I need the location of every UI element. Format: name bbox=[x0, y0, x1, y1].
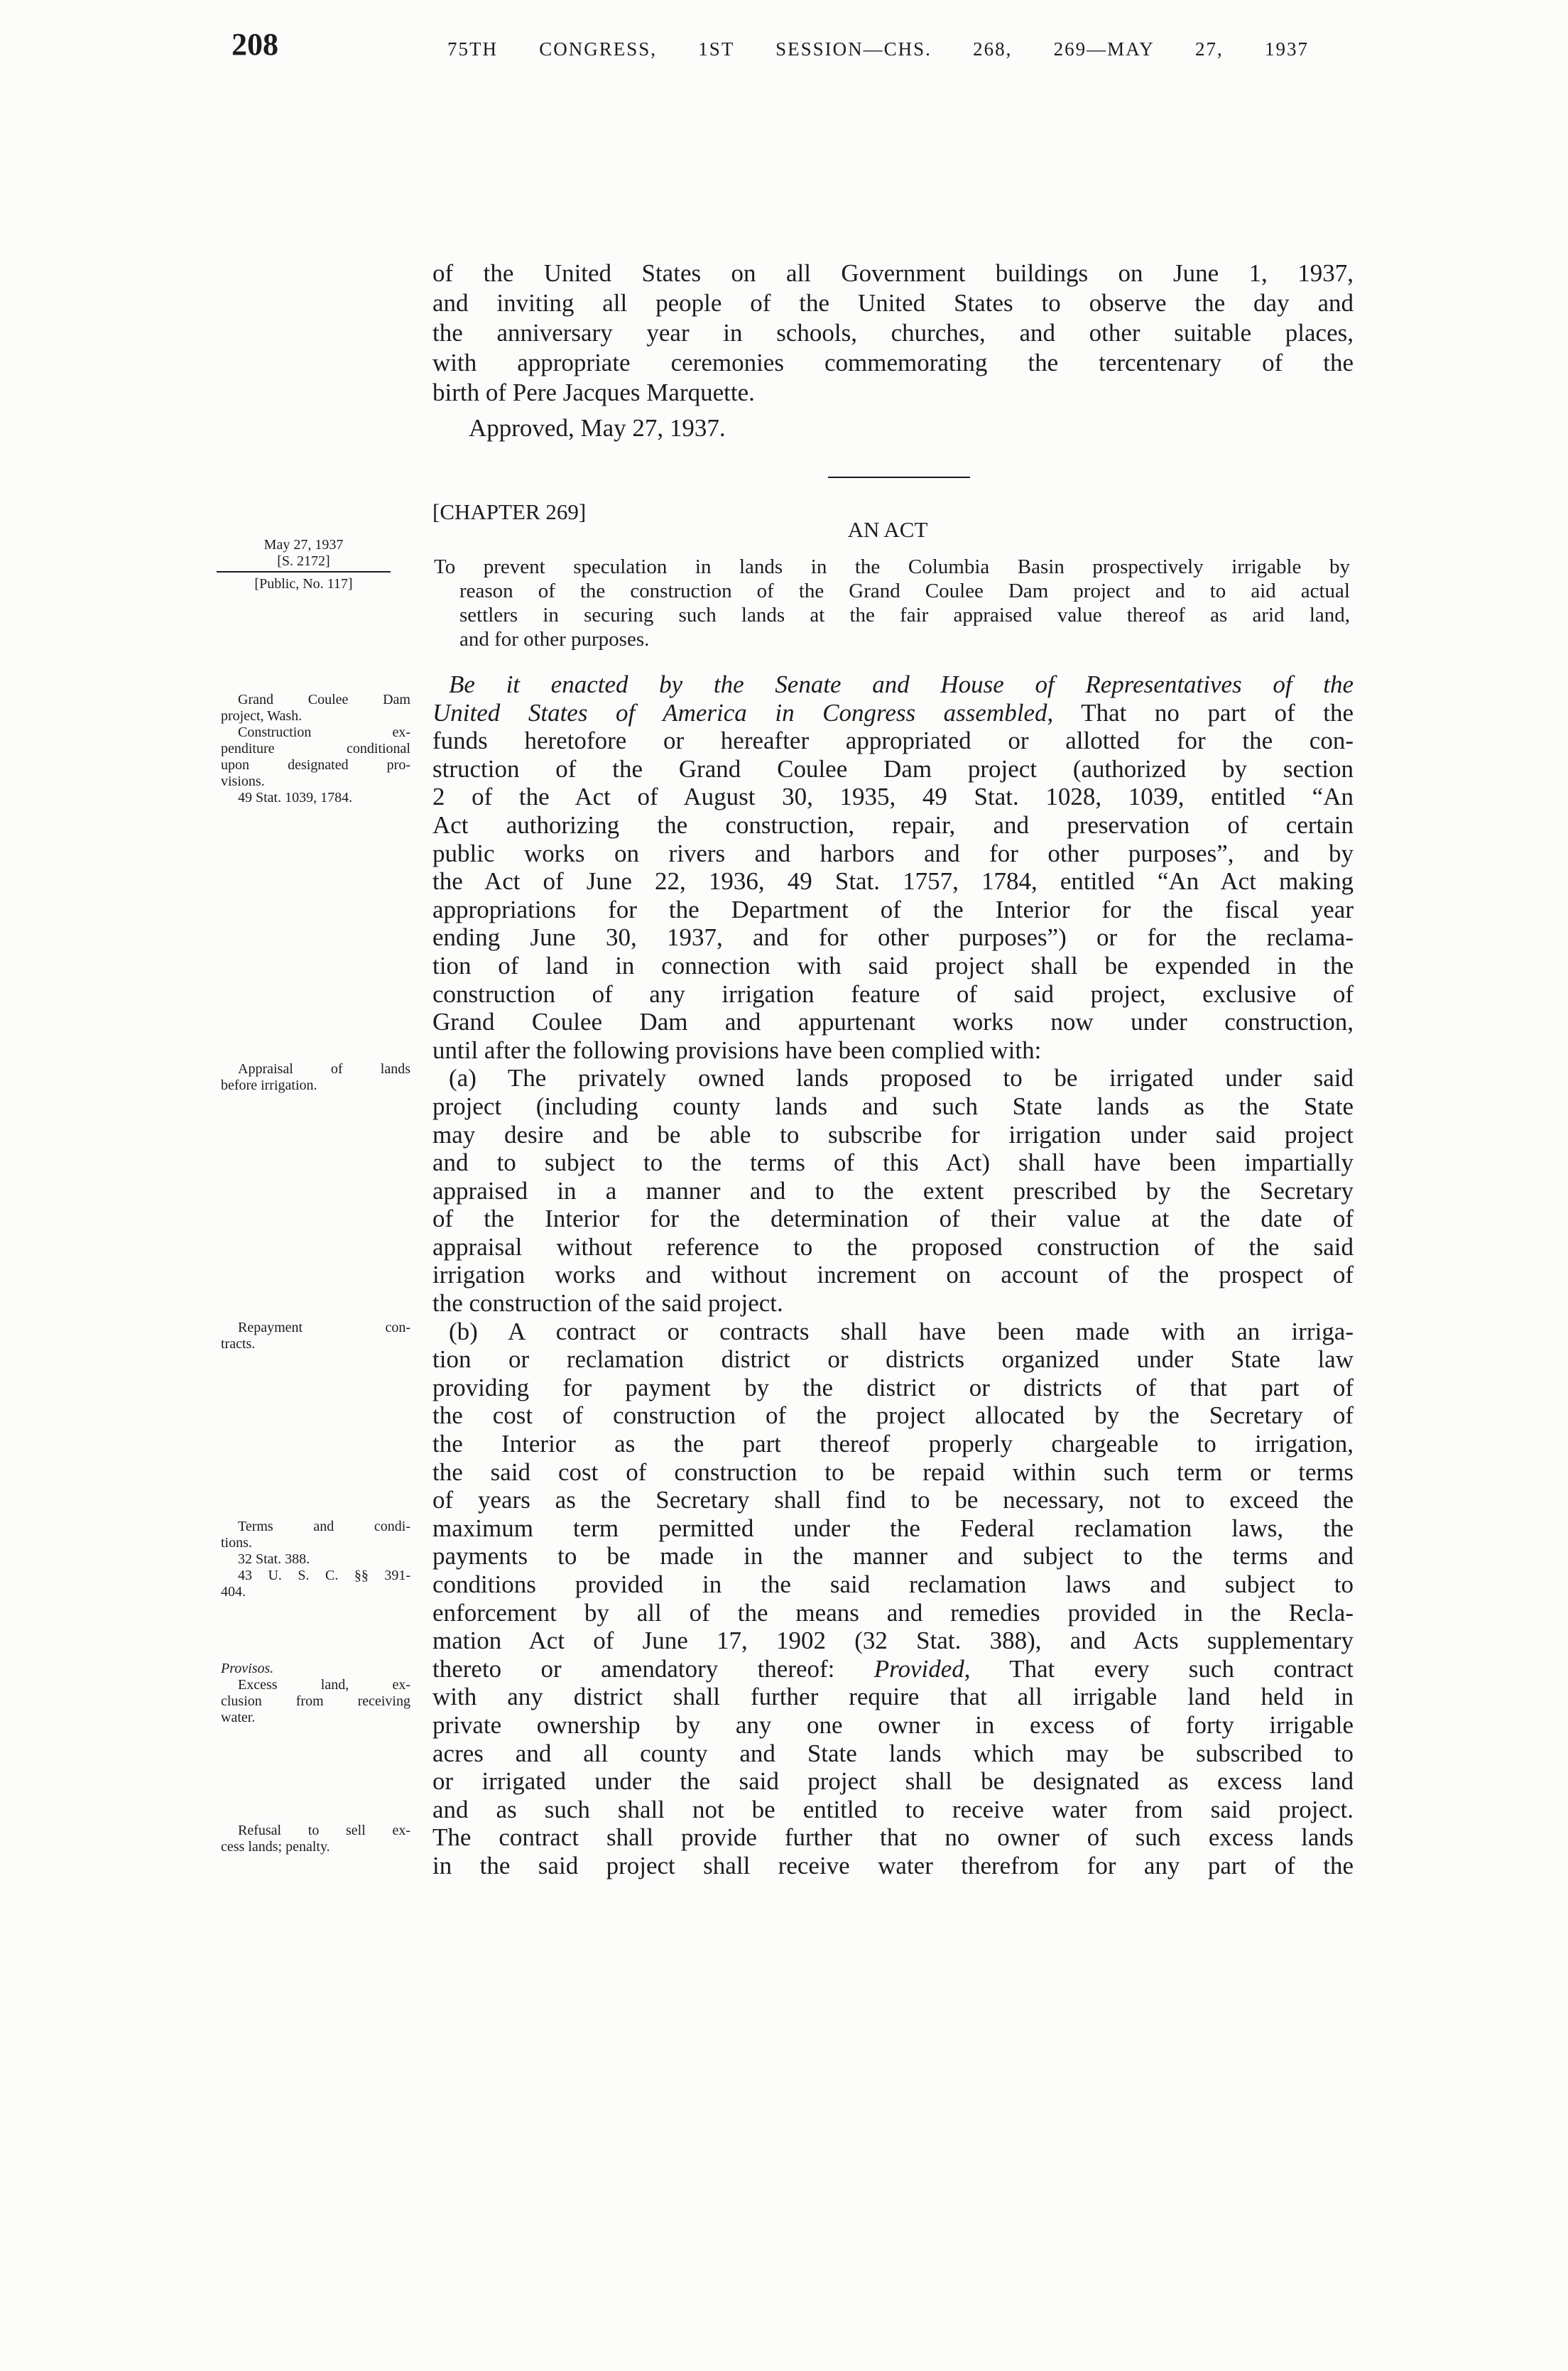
margin-note-line: Excess land, ex- bbox=[238, 1677, 410, 1693]
margin-note-line: Repayment con- bbox=[238, 1320, 410, 1335]
body-line: ending June 30, 1937, and for other purposes”) or for the reclama- bbox=[432, 923, 1354, 952]
body-line: appropriations for the Department of the Interior for the fiscal year bbox=[432, 895, 1354, 923]
approval-line: Approved, May 27, 1937. bbox=[469, 414, 726, 442]
continuation-line: the anniversary year in schools, churches, and other suitable places, bbox=[432, 319, 1354, 347]
body-line: until after the following provisions have been complied with: bbox=[432, 1036, 1042, 1064]
enacting-clause-text: , That no part of the bbox=[1047, 698, 1354, 727]
act-heading: AN ACT bbox=[847, 517, 928, 542]
margin-note-line: before irrigation. bbox=[221, 1078, 317, 1093]
body-line: enforcement by all of the means and remedies provided in the Recla- bbox=[432, 1598, 1354, 1627]
act-date: May 27, 1937 bbox=[263, 537, 344, 553]
enacting-clause-line bbox=[432, 699, 1354, 727]
margin-note-line: penditure conditional bbox=[221, 741, 410, 756]
body-line: or irrigated under the said project shall be designated as excess land bbox=[432, 1767, 1354, 1796]
body-line: Act authorizing the construction, repair, and preservation of certain bbox=[432, 810, 1354, 839]
margin-note-line: water. bbox=[221, 1710, 256, 1725]
continuation-line: birth of Pere Jacques Marquette. bbox=[432, 379, 755, 406]
margin-note-line: Provisos. bbox=[221, 1661, 274, 1676]
body-line: with any district shall further require that all irrigable land held in bbox=[432, 1683, 1354, 1711]
margin-note-terms bbox=[221, 1519, 410, 1600]
margin-note-line: Terms and condi- bbox=[238, 1519, 410, 1534]
margin-note-line: project, Wash. bbox=[221, 708, 303, 724]
page-number: 208 bbox=[232, 27, 278, 62]
chapter-label: [CHAPTER 269] bbox=[432, 499, 587, 524]
bill-underline bbox=[217, 571, 391, 573]
act-title-line: reason of the construction of the Grand Coulee Dam project and to aid actual bbox=[459, 580, 1350, 602]
continuation-line: and inviting all people of the United States to observe the day and bbox=[432, 289, 1354, 317]
body-line: maximum term permitted under the Federal reclamation laws, the bbox=[432, 1514, 1354, 1542]
body-line: 2 of the Act of August 30, 1935, 49 Stat. 1028, 1039, entitled “An bbox=[432, 783, 1354, 811]
body-line: mation Act of June 17, 1902 (32 Stat. 388), and Acts supplementary bbox=[432, 1627, 1354, 1655]
body-line: The contract shall provide further that no owner of such excess lands bbox=[432, 1823, 1354, 1852]
body-line: the Interior as the part thereof properly chargeable to irrigation, bbox=[432, 1430, 1354, 1458]
margin-note-grand-coulee bbox=[221, 692, 410, 806]
proviso-text-before: thereto or amendatory thereof: bbox=[432, 1654, 874, 1683]
margin-note-line: 43 U. S. C. §§ 391- bbox=[238, 1568, 410, 1583]
act-body bbox=[432, 671, 1354, 1880]
body-line: the cost of construction of the project allocated by the Secretary of bbox=[432, 1401, 1354, 1430]
margin-note-line: upon designated pro- bbox=[221, 757, 410, 773]
body-line: appraisal without reference to the proposed construction of the said bbox=[432, 1232, 1354, 1261]
margin-note-line: 32 Stat. 388. bbox=[238, 1551, 310, 1567]
margin-note-appraisal bbox=[221, 1061, 410, 1094]
body-line: the said cost of construction to be repaid within such term or terms bbox=[432, 1458, 1354, 1486]
act-title-line: To prevent speculation in lands in the Columbia Basin prospectively irrigable by bbox=[434, 555, 1350, 578]
body-line: tion of land in connection with said project shall be expended in the bbox=[432, 951, 1354, 980]
body-line: in the said project shall receive water therefrom for any part of the bbox=[432, 1851, 1354, 1879]
body-line: payments to be made in the manner and subject to the terms and bbox=[432, 1542, 1354, 1570]
proviso-keyword: Provided bbox=[873, 1654, 964, 1683]
proviso-text-after: , That every such contract bbox=[964, 1654, 1354, 1683]
margin-note-line: Grand Coulee Dam bbox=[238, 692, 410, 707]
margin-note-line: tracts. bbox=[221, 1336, 256, 1352]
body-line: conditions provided in the said reclamation laws and subject to bbox=[432, 1570, 1354, 1598]
body-line: the construction of the said project. bbox=[432, 1289, 783, 1318]
body-line: construction of any irrigation feature of said project, exclusive of bbox=[432, 980, 1354, 1008]
body-line: irrigation works and without increment on account of the prospect of bbox=[432, 1261, 1354, 1289]
subsection-b-line: (b) A contract or contracts shall have been made with an irriga- bbox=[449, 1317, 1354, 1345]
body-line: providing for payment by the district or districts of that part of bbox=[432, 1373, 1354, 1401]
section-divider bbox=[828, 477, 970, 478]
continuation-line: of the United States on all Government buildings on June 1, 1937, bbox=[432, 259, 1354, 287]
margin-note-line: 49 Stat. 1039, 1784. bbox=[238, 790, 353, 805]
enacting-clause-line: Be it enacted by the Senate and House of Representatives of the bbox=[449, 671, 1354, 698]
body-line: of years as the Secretary shall find to be necessary, not to exceed the bbox=[432, 1486, 1354, 1514]
subsection-a-line: (a) The privately owned lands proposed to be irrigated under said bbox=[449, 1064, 1354, 1092]
body-line: public works on rivers and harbors and for other purposes”, and by bbox=[432, 839, 1354, 867]
body-line: and to subject to the terms of this Act) shall have been impartially bbox=[432, 1149, 1354, 1177]
margin-note-line: Construction ex- bbox=[238, 725, 410, 740]
margin-note-provisos bbox=[221, 1661, 410, 1726]
body-line: private ownership by any one owner in excess of forty irrigable bbox=[432, 1710, 1354, 1739]
act-title-line: settlers in securing such lands at the fair appraised value thereof as arid land, bbox=[459, 604, 1350, 626]
margin-note-line: clusion from receiving bbox=[221, 1693, 410, 1709]
margin-note-repayment bbox=[221, 1320, 410, 1352]
margin-note-line: 404. bbox=[221, 1584, 246, 1600]
body-line: may desire and be able to subscribe for irrigation under said project bbox=[432, 1120, 1354, 1149]
continuation-line: with appropriate ceremonies commemorating the tercentenary of the bbox=[432, 349, 1354, 376]
margin-note-line: Refusal to sell ex- bbox=[238, 1823, 410, 1838]
body-line: appraised in a manner and to the extent prescribed by the Secretary bbox=[432, 1176, 1354, 1205]
body-line: acres and all county and State lands which may be subscribed to bbox=[432, 1739, 1354, 1767]
proviso-line bbox=[432, 1655, 1354, 1683]
body-line: Grand Coulee Dam and appurtenant works now under construction, bbox=[432, 1008, 1354, 1036]
body-line: and as such shall not be entitled to receive water from said project. bbox=[432, 1795, 1354, 1823]
bill-number: [S. 2172] bbox=[277, 553, 330, 569]
margin-note-line: Appraisal of lands bbox=[238, 1061, 410, 1077]
body-line: of the Interior for the determination of their value at the date of bbox=[432, 1205, 1354, 1233]
body-line: project (including county lands and such State lands as the State bbox=[432, 1092, 1354, 1120]
act-title bbox=[434, 555, 1350, 651]
margin-note-line: visions. bbox=[221, 774, 265, 789]
body-line: struction of the Grand Coulee Dam project (authorized by section bbox=[432, 754, 1354, 783]
continuation-paragraph bbox=[432, 259, 1354, 408]
body-line: the Act of June 22, 1936, 49 Stat. 1757, 1784, entitled “An Act making bbox=[432, 867, 1354, 896]
running-head: 75TH CONGRESS, 1ST SESSION—CHS. 268, 269—MAY 27, 1937 bbox=[447, 38, 1309, 60]
public-law-number: [Public, No. 117] bbox=[254, 576, 353, 592]
margin-note-line: tions. bbox=[221, 1535, 252, 1551]
body-line: funds heretofore or hereafter appropriated or allotted for the con- bbox=[432, 727, 1354, 755]
margin-note-line: cess lands; penalty. bbox=[221, 1839, 330, 1855]
act-title-line: and for other purposes. bbox=[459, 628, 650, 651]
enacting-clause-italic: United States of America in Congress assembled bbox=[432, 698, 1047, 727]
body-line: tion or reclamation district or districts organized under State law bbox=[432, 1345, 1354, 1374]
margin-note-refusal bbox=[221, 1823, 410, 1855]
